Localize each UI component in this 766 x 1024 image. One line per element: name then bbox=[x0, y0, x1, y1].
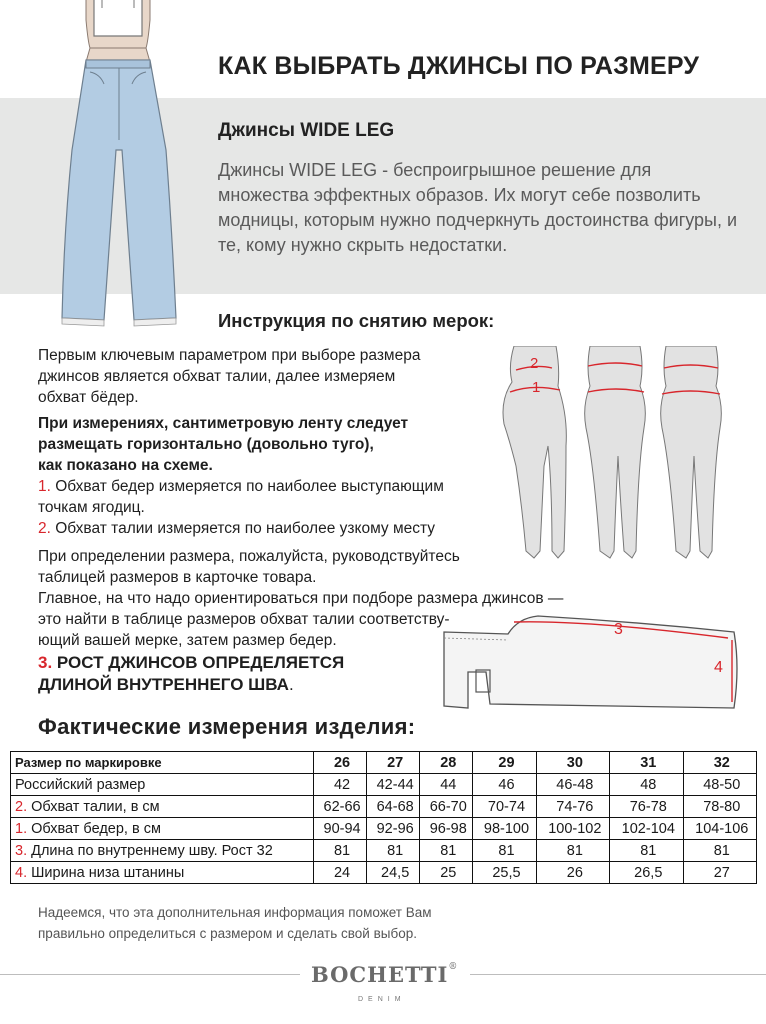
note-line: При измерениях, сантиметровую ленту следует bbox=[38, 415, 409, 432]
size-cell: 29 bbox=[473, 752, 536, 774]
step-number: 3. bbox=[38, 653, 53, 672]
footer-note-line: Надеемся, что эта дополнительная информация поможет Вам bbox=[38, 905, 432, 920]
table-cell: 27 bbox=[683, 862, 756, 884]
row-number: 1. bbox=[15, 820, 28, 837]
row-label-text: Длина по внутреннему шву. Рост 32 bbox=[27, 842, 273, 859]
table-cell: 102-104 bbox=[610, 818, 683, 840]
size-cell: 31 bbox=[610, 752, 683, 774]
measurements-title: Фактические измерения изделия: bbox=[38, 714, 416, 739]
table-cell: 81 bbox=[610, 840, 683, 862]
table-cell: 24,5 bbox=[367, 862, 420, 884]
size-cell: 28 bbox=[420, 752, 473, 774]
table-cell: 96-98 bbox=[420, 818, 473, 840]
table-cell: 81 bbox=[420, 840, 473, 862]
table-cell: 78-80 bbox=[683, 796, 756, 818]
table-cell: 81 bbox=[314, 840, 367, 862]
table-cell: 64-68 bbox=[367, 796, 420, 818]
table-cell: 46-48 bbox=[536, 774, 609, 796]
diagram-label-waist: 2 bbox=[530, 355, 539, 372]
table-cell: 104-106 bbox=[683, 818, 756, 840]
row-label-text: Российский размер bbox=[15, 776, 146, 793]
step-text: Обхват бедер измеряется по наиболее выступающим bbox=[50, 478, 444, 495]
table-cell: 42-44 bbox=[367, 774, 420, 796]
row-number: 3. bbox=[15, 842, 28, 859]
table-cell: 48 bbox=[610, 774, 683, 796]
table-cell: 25,5 bbox=[473, 862, 536, 884]
table-cell: 46 bbox=[473, 774, 536, 796]
size-info-line: это найти в таблице размеров обхват талии соответству- bbox=[38, 611, 450, 628]
row-label-text: Обхват талии, в см bbox=[27, 798, 160, 815]
size-info-line: При определении размера, пожалуйста, руководствуйтесь bbox=[38, 548, 460, 565]
brand-mark: ® bbox=[448, 962, 459, 972]
instructions-title: Инструкция по снятию мерок: bbox=[218, 310, 495, 331]
divider-right bbox=[470, 974, 766, 975]
table-cell: 25 bbox=[420, 862, 473, 884]
table-row bbox=[11, 796, 757, 818]
size-info-line: ющий вашей мерке, затем размер бедер. bbox=[38, 632, 337, 649]
measuring-note bbox=[38, 413, 408, 476]
footer-note-line: правильно определиться с размером и сделать свой выбор. bbox=[38, 926, 417, 941]
table-header-label: Размер по маркировке bbox=[11, 752, 314, 774]
step-number: 1. bbox=[38, 478, 51, 495]
brand-subtitle: DENIM bbox=[358, 996, 406, 1003]
step-text: РОСТ ДЖИНСОВ ОПРЕДЕЛЯЕТСЯ bbox=[52, 653, 345, 672]
table-cell: 100-102 bbox=[536, 818, 609, 840]
row-number: 4. bbox=[15, 864, 28, 881]
table-cell: 42 bbox=[314, 774, 367, 796]
note-line: размещать горизонтально (довольно туго), bbox=[38, 436, 374, 453]
table-cell: 62-66 bbox=[314, 796, 367, 818]
inseam-note bbox=[38, 652, 344, 696]
table-row bbox=[11, 840, 757, 862]
row-label bbox=[11, 796, 314, 818]
size-cell: 27 bbox=[367, 752, 420, 774]
size-info-line: таблицей размеров в карточке товара. bbox=[38, 569, 317, 586]
row-label-text: Обхват бедер, в см bbox=[27, 820, 161, 837]
brand-logo bbox=[311, 962, 458, 987]
body-measurement-diagram bbox=[486, 346, 726, 568]
row-label bbox=[11, 862, 314, 884]
row-label-text: Ширина низа штанины bbox=[27, 864, 185, 881]
table-cell: 24 bbox=[314, 862, 367, 884]
intro-paragraph bbox=[38, 345, 420, 408]
table-cell: 92-96 bbox=[367, 818, 420, 840]
diagram-label-leg-width: 4 bbox=[714, 659, 723, 676]
table-row bbox=[11, 774, 757, 796]
step-number: 2. bbox=[38, 520, 51, 537]
size-info-line: Главное, на что надо ориентироваться при подборе размера джинсов — bbox=[38, 590, 564, 607]
row-label bbox=[11, 840, 314, 862]
size-cell: 30 bbox=[536, 752, 609, 774]
table-cell: 44 bbox=[420, 774, 473, 796]
table-row bbox=[11, 818, 757, 840]
table-cell: 70-74 bbox=[473, 796, 536, 818]
trouser-leg-diagram bbox=[438, 612, 744, 712]
step-text: ДЛИНОЙ ВНУТРЕННЕГО ШВА bbox=[38, 675, 289, 694]
diagram-label-inseam: 3 bbox=[614, 621, 623, 638]
note-line: как показано на схеме. bbox=[38, 457, 213, 474]
step-waist bbox=[38, 518, 435, 539]
step-text: Обхват талии измеряется по наиболее узкому месту bbox=[50, 520, 436, 537]
table-cell: 81 bbox=[473, 840, 536, 862]
footer-note bbox=[38, 902, 432, 944]
row-label bbox=[11, 818, 314, 840]
step-hips bbox=[38, 476, 444, 518]
table-row bbox=[11, 862, 757, 884]
table-cell: 81 bbox=[536, 840, 609, 862]
table-header-row bbox=[11, 752, 757, 774]
divider-left bbox=[0, 974, 300, 975]
table-cell: 81 bbox=[367, 840, 420, 862]
size-cell: 32 bbox=[683, 752, 756, 774]
table-cell: 90-94 bbox=[314, 818, 367, 840]
size-cell: 26 bbox=[314, 752, 367, 774]
step-text: точкам ягодиц. bbox=[38, 499, 145, 516]
intro-line: обхват бёдер. bbox=[38, 389, 139, 406]
table-cell: 81 bbox=[683, 840, 756, 862]
diagram-label-hips: 1 bbox=[532, 379, 541, 396]
table-cell: 26 bbox=[536, 862, 609, 884]
table-cell: 48-50 bbox=[683, 774, 756, 796]
table-cell: 76-78 bbox=[610, 796, 683, 818]
row-number: 2. bbox=[15, 798, 28, 815]
table-cell: 26,5 bbox=[610, 862, 683, 884]
model-jeans-illustration bbox=[42, 0, 192, 330]
size-table bbox=[10, 751, 757, 884]
table-cell: 98-100 bbox=[473, 818, 536, 840]
intro-line: Первым ключевым параметром при выборе размера bbox=[38, 347, 421, 364]
table-cell: 66-70 bbox=[420, 796, 473, 818]
intro-line: джинсов является обхват талии, далее измеряем bbox=[38, 368, 396, 385]
table-cell: 74-76 bbox=[536, 796, 609, 818]
page-title: КАК ВЫБРАТЬ ДЖИНСЫ ПО РАЗМЕРУ bbox=[218, 52, 700, 80]
product-subtitle: Джинсы WIDE LEG bbox=[218, 120, 395, 141]
step-dot: . bbox=[288, 675, 294, 694]
row-label bbox=[11, 774, 314, 796]
product-description: Джинсы WIDE LEG - беспроигрышное решение для множества эффектных образов. Их могут себе позволить модницы, которым нужно подчеркнуть достоинства фигуры, и те, кому нужно скрыть недостатки. bbox=[218, 160, 738, 255]
brand-name: BOCHETTI bbox=[311, 962, 449, 987]
